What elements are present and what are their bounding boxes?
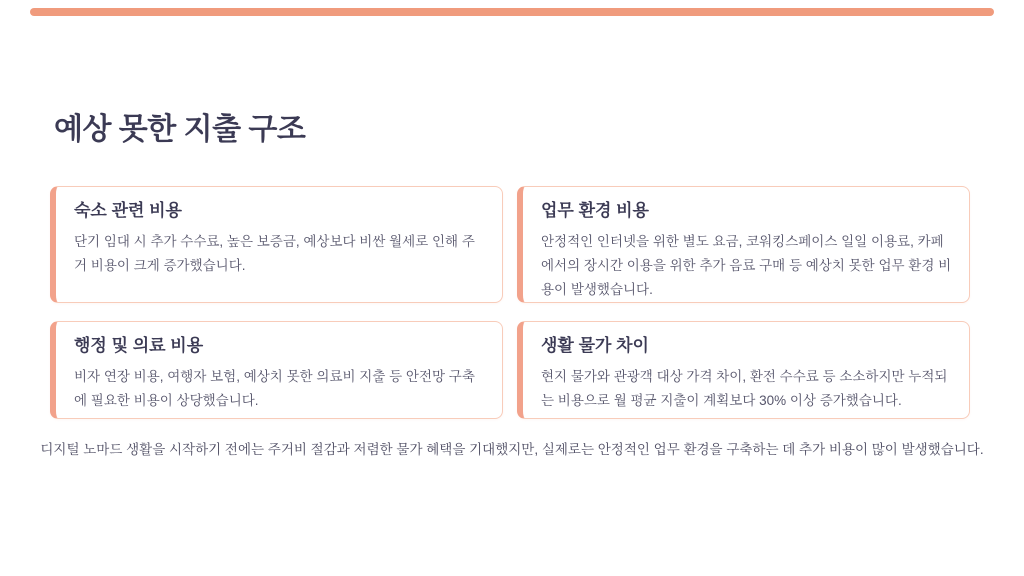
card-accommodation-costs	[50, 186, 503, 303]
card-title: 업무 환경 비용	[541, 201, 649, 220]
card-body: 현지 물가와 관광객 대상 가격 차이, 환전 수수료 등 소소하지만 누적되는 비용으로 월 평균 지출이 계획보다 30% 이상 증가했습니다.	[541, 369, 948, 408]
footer-note: 디지털 노마드 생활을 시작하기 전에는 주거비 절감과 저렴한 물가 혜택을 기대했지만, 실제로는 안정적인 업무 환경을 구축하는 데 추가 비용이 많이 발생했습니다.	[40, 442, 984, 457]
card-body: 비자 연장 비용, 여행자 보험, 예상치 못한 의료비 지출 등 안전망 구축에 필요한 비용이 상당했습니다.	[74, 369, 475, 408]
card-title: 행정 및 의료 비용	[74, 336, 204, 355]
card-body: 안정적인 인터넷을 위한 별도 요금, 코워킹스페이스 일일 이용료, 카페에서의 장시간 이용을 위한 추가 음료 구매 등 예상치 못한 업무 환경 비용이 발생했습니다.	[541, 234, 952, 297]
cards-grid	[50, 186, 970, 419]
card-title: 생활 물가 차이	[541, 336, 649, 355]
card-admin-medical-costs	[50, 321, 503, 419]
card-work-environment-costs	[517, 186, 970, 303]
page-title: 예상 못한 지출 구조	[54, 113, 306, 146]
top-accent-bar	[30, 8, 994, 16]
card-cost-of-living-gap	[517, 321, 970, 419]
card-title: 숙소 관련 비용	[74, 201, 182, 220]
card-body: 단기 임대 시 추가 수수료, 높은 보증금, 예상보다 비싼 월세로 인해 주거 비용이 크게 증가했습니다.	[74, 234, 475, 273]
